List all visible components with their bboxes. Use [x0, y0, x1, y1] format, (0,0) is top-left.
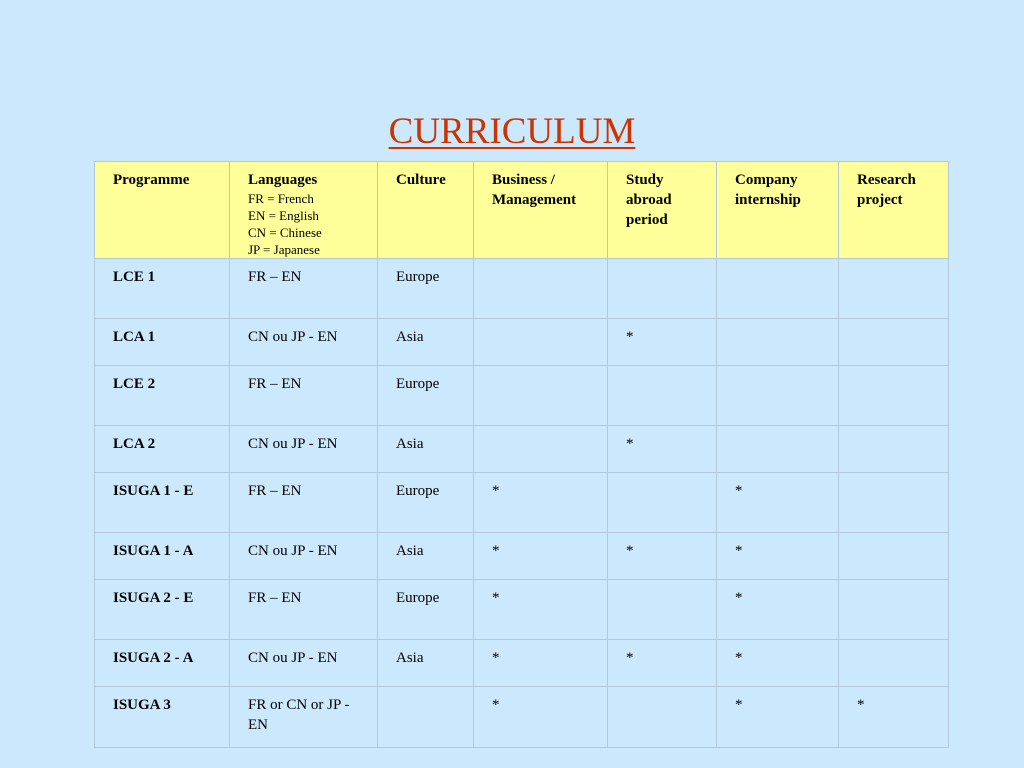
table-row — [95, 687, 949, 748]
table-row — [95, 640, 949, 687]
cell-company: * — [717, 687, 839, 748]
cell-company — [717, 366, 839, 426]
languages-legend-en: EN = English — [248, 208, 319, 223]
cell-culture: Europe — [378, 259, 474, 319]
cell-programme: LCE 1 — [95, 259, 230, 319]
header-languages — [230, 162, 378, 259]
header-company-internship: Company internship — [717, 162, 839, 259]
cell-culture: Asia — [378, 640, 474, 687]
cell-business: * — [474, 687, 608, 748]
cell-business — [474, 426, 608, 473]
languages-legend-fr: FR = French — [248, 191, 314, 206]
cell-research — [839, 259, 949, 319]
cell-research — [839, 640, 949, 687]
cell-culture: Asia — [378, 319, 474, 366]
cell-programme: LCE 2 — [95, 366, 230, 426]
page-title: CURRICULUM — [388, 111, 636, 152]
cell-languages: CN ou JP - EN — [230, 426, 378, 473]
cell-study: * — [608, 426, 717, 473]
cell-languages: FR – EN — [230, 473, 378, 533]
table-row — [95, 319, 949, 366]
header-research-project: Research project — [839, 162, 949, 259]
cell-study — [608, 473, 717, 533]
cell-business — [474, 259, 608, 319]
cell-research — [839, 366, 949, 426]
header-culture: Culture — [378, 162, 474, 259]
cell-study: * — [608, 533, 717, 580]
cell-business: * — [474, 640, 608, 687]
cell-research — [839, 426, 949, 473]
cell-company: * — [717, 580, 839, 640]
cell-study: * — [608, 640, 717, 687]
cell-languages: FR – EN — [230, 366, 378, 426]
cell-study — [608, 259, 717, 319]
header-row — [95, 162, 949, 259]
cell-business — [474, 366, 608, 426]
cell-company: * — [717, 533, 839, 580]
cell-culture: Asia — [378, 426, 474, 473]
cell-culture: Europe — [378, 366, 474, 426]
cell-languages: FR – EN — [230, 259, 378, 319]
cell-research — [839, 319, 949, 366]
table-row — [95, 473, 949, 533]
languages-legend-cn: CN = Chinese — [248, 225, 322, 240]
cell-programme: LCA 1 — [95, 319, 230, 366]
cell-culture — [378, 687, 474, 748]
cell-programme: ISUGA 2 - A — [95, 640, 230, 687]
cell-research: * — [839, 687, 949, 748]
cell-programme: ISUGA 3 — [95, 687, 230, 748]
cell-research — [839, 580, 949, 640]
cell-culture: Europe — [378, 473, 474, 533]
cell-culture: Europe — [378, 580, 474, 640]
cell-company — [717, 259, 839, 319]
header-programme: Programme — [95, 162, 230, 259]
cell-company — [717, 319, 839, 366]
cell-business: * — [474, 533, 608, 580]
cell-languages: CN ou JP - EN — [230, 319, 378, 366]
cell-programme: ISUGA 1 - A — [95, 533, 230, 580]
header-study-abroad: Study abroad period — [608, 162, 717, 259]
cell-languages: FR – EN — [230, 580, 378, 640]
header-languages-label: Languages — [248, 172, 318, 188]
cell-programme: ISUGA 2 - E — [95, 580, 230, 640]
table-row — [95, 580, 949, 640]
cell-languages: CN ou JP - EN — [230, 533, 378, 580]
cell-study — [608, 580, 717, 640]
cell-languages: CN ou JP - EN — [230, 640, 378, 687]
cell-company: * — [717, 640, 839, 687]
cell-business: * — [474, 473, 608, 533]
cell-languages: FR or CN or JP - EN — [230, 687, 378, 748]
table-row — [95, 366, 949, 426]
cell-business: * — [474, 580, 608, 640]
cell-study: * — [608, 319, 717, 366]
table-row — [95, 259, 949, 319]
cell-programme: ISUGA 1 - E — [95, 473, 230, 533]
cell-research — [839, 473, 949, 533]
cell-company — [717, 426, 839, 473]
curriculum-table — [94, 161, 949, 748]
cell-programme: LCA 2 — [95, 426, 230, 473]
cell-culture: Asia — [378, 533, 474, 580]
languages-legend-jp: JP = Japanese — [248, 242, 320, 257]
header-business: Business / Management — [474, 162, 608, 259]
cell-study — [608, 687, 717, 748]
cell-research — [839, 533, 949, 580]
table-row — [95, 533, 949, 580]
cell-business — [474, 319, 608, 366]
table-row — [95, 426, 949, 473]
cell-company: * — [717, 473, 839, 533]
cell-study — [608, 366, 717, 426]
